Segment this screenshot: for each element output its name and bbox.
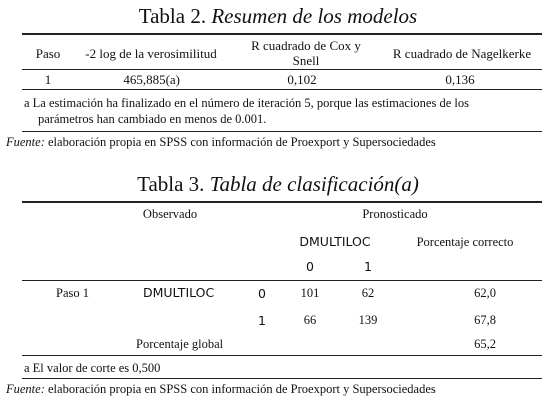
tabla2-fuente-label: Fuente: [6, 135, 45, 149]
tabla2-cell-paso: 1 [44, 72, 52, 87]
tabla2-fuente-text: elaboración propia en SPSS con información de Proexport y Supersociedades [44, 135, 436, 149]
tabla2-cell-coxsnell: 0,102 [287, 72, 317, 87]
tabla2-title [0, 4, 556, 29]
tabla3-title-name: Tabla de clasificación(a) [209, 172, 419, 196]
tabla3-var-label: DMULTILOC [143, 285, 215, 300]
tabla2-header-rule [22, 69, 542, 70]
tabla3-paso-label: Paso 1 [56, 286, 89, 300]
tabla3-header-observado: Observado [142, 207, 198, 221]
tabla2-body-rule [22, 89, 542, 90]
tabla3-fuente-text: elaboración propia en SPSS con información de Proexport y Supersociedades [44, 382, 436, 396]
tabla2-title-number: Tabla 2. [138, 4, 207, 28]
tabla2-header-coxsnell-2: Snell [292, 53, 320, 68]
tabla2-note-line1: a La estimación ha finalizado en el número de iteración 5, porque las estimaciones de los [24, 96, 469, 110]
tabla3-row1-c1: 139 [358, 313, 378, 327]
tabla3-row0-obs: 0 [258, 286, 266, 301]
tabla3-title [0, 172, 556, 197]
tabla3-row1-c0: 66 [303, 313, 317, 327]
tabla2-cell-nagelkerke: 0,136 [445, 72, 475, 87]
tabla3-fuente-label: Fuente: [6, 382, 45, 396]
tabla3-body-rule [22, 355, 542, 356]
tabla2-header-paso: Paso [35, 46, 61, 61]
tabla3-row1-pct: 67,8 [474, 313, 496, 327]
tabla3-header-rule [22, 280, 542, 281]
tabla3-row0-c0: 101 [300, 286, 320, 300]
tabla3-fuente [6, 382, 436, 397]
tabla3-header-porcentaje: Porcentaje correcto [416, 235, 514, 249]
tabla3-note: a El valor de corte es 0,500 [24, 361, 161, 375]
tabla2-note-rule [22, 131, 542, 132]
tabla2-header-coxsnell-1: R cuadrado de Cox y [251, 38, 361, 53]
tabla3-row0-pct: 62,0 [474, 286, 496, 300]
tabla3-title-number: Tabla 3. [137, 172, 205, 196]
tabla2-header-loglik: -2 log de la verosimilitud [85, 46, 217, 61]
tabla3-row0-c1: 62 [361, 286, 375, 300]
tabla2-cell-loglik: 465,885(a) [123, 72, 180, 87]
tabla3-header-1: 1 [364, 259, 372, 274]
tabla3-header-dmultiloc: DMULTILOC [299, 234, 371, 249]
tabla2-title-name: Resumen de los modelos [211, 4, 418, 28]
tabla3-header-0: 0 [306, 259, 314, 274]
tabla3-top-rule [22, 201, 542, 203]
tabla3-global-pct: 65,2 [474, 337, 496, 351]
tabla2-top-rule [22, 33, 542, 35]
tabla2-fuente [6, 135, 436, 150]
tabla3-note-rule [22, 378, 542, 379]
tabla3-row1-obs: 1 [258, 313, 266, 328]
tabla2-note-line2: parámetros han cambiado en menos de 0.001. [38, 112, 267, 126]
tabla3-global-label: Porcentaje global [136, 337, 224, 351]
tabla3-header-pronosticado: Pronosticado [362, 207, 428, 221]
tabla2-header-nagelkerke: R cuadrado de Nagelkerke [392, 46, 532, 61]
